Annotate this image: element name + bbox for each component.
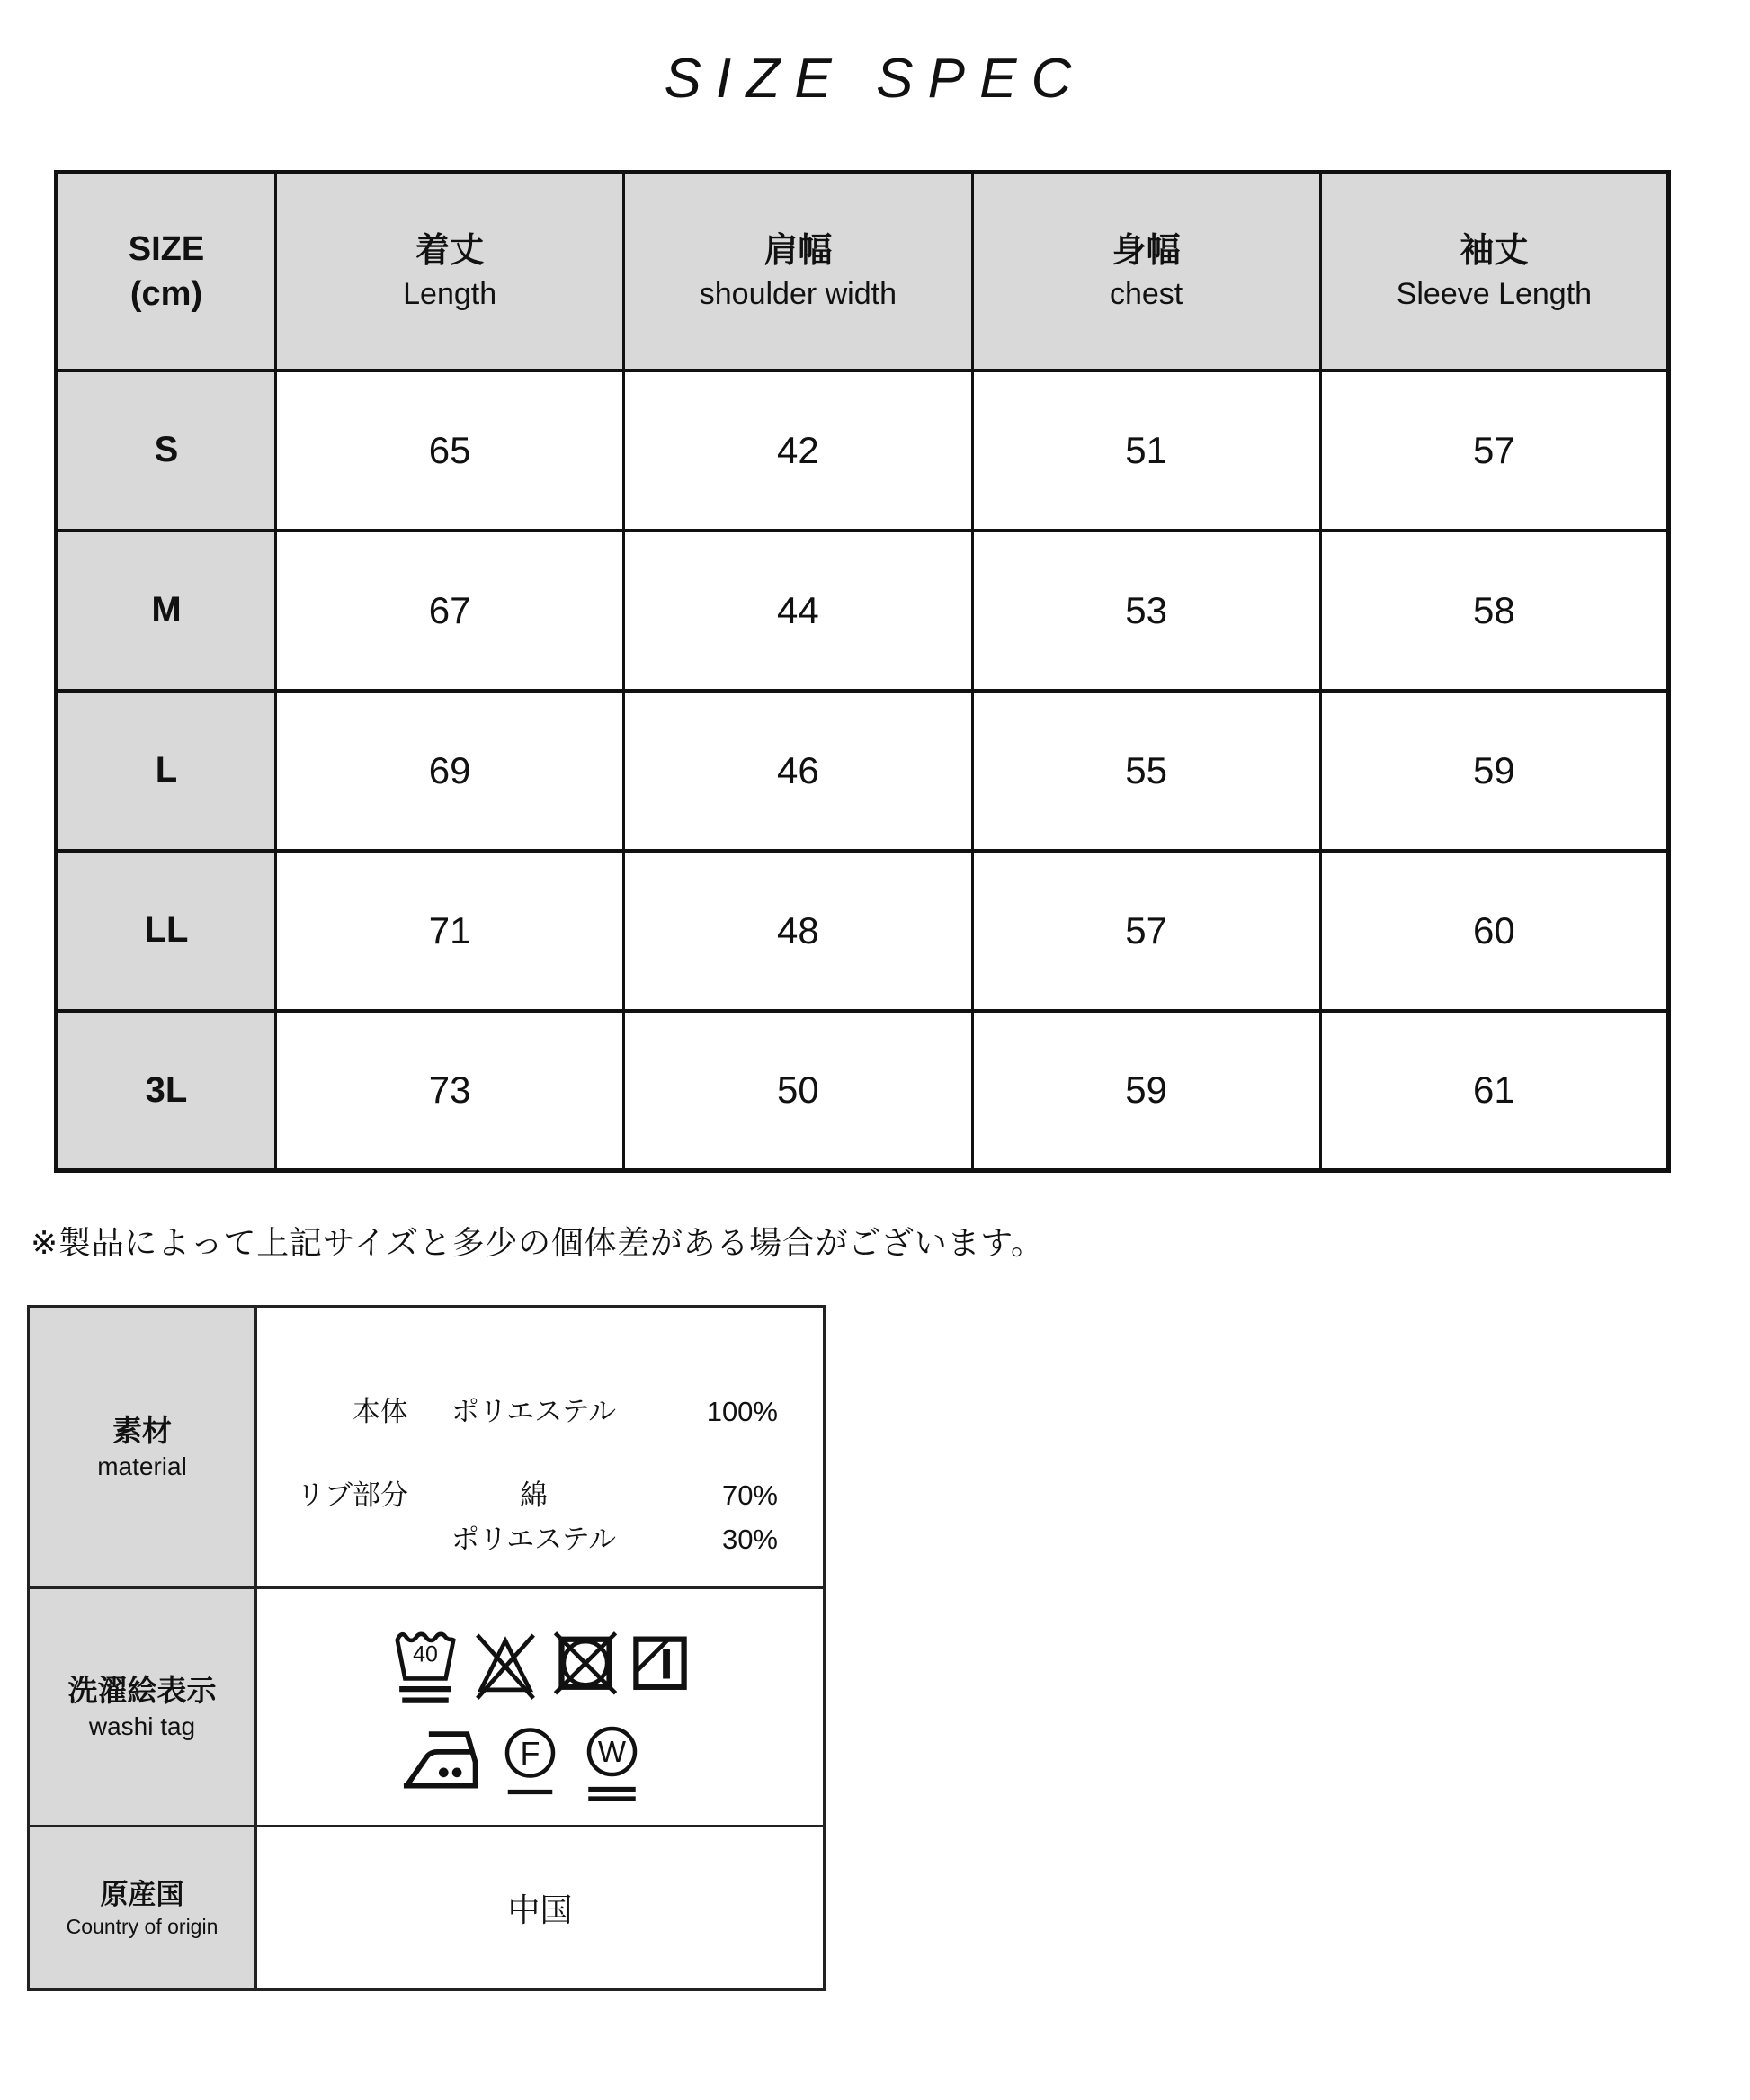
value-cell: 59 <box>972 1011 1320 1171</box>
care-symbols-row <box>29 1588 825 1827</box>
material-label-en: material <box>97 1452 187 1480</box>
size-cell: S <box>57 371 276 531</box>
origin-value: 中国 <box>256 1827 825 1990</box>
material-percent: 100% <box>706 1395 778 1427</box>
header-chest <box>972 173 1320 371</box>
material-part: リブ部分 <box>297 1479 408 1511</box>
svg-text:W: W <box>597 1734 626 1768</box>
size-table-header-row <box>57 173 1669 371</box>
value-cell: 42 <box>624 371 972 531</box>
header-length-en: Length <box>403 276 497 311</box>
value-cell: 46 <box>624 691 972 851</box>
header-chest-ja: 身幅 <box>1112 231 1181 270</box>
header-sleeve <box>1320 173 1668 371</box>
table-row-s <box>57 371 1669 531</box>
material-line <box>257 1517 778 1561</box>
origin-label-en: Country of origin <box>66 1914 219 1938</box>
header-sleeve-ja: 袖丈 <box>1460 231 1529 270</box>
page-title: SIZE SPEC <box>664 48 1086 110</box>
table-row-ll <box>57 851 1669 1011</box>
table-row-3l <box>57 1011 1669 1171</box>
material-part <box>257 1517 408 1561</box>
material-label <box>29 1307 256 1588</box>
value-cell: 60 <box>1320 851 1668 1011</box>
size-disclaimer-note: ※製品によって上記サイズと多少の個体差がある場合がございます。 <box>31 1224 1044 1261</box>
value-cell: 48 <box>624 851 972 1011</box>
material-fiber: ポリエステル <box>451 1523 617 1555</box>
wash-40-very-gentle-icon <box>390 1625 460 1712</box>
size-cell: L <box>57 691 276 851</box>
care-label <box>29 1588 256 1827</box>
size-spec-table <box>54 170 1671 1173</box>
header-chest-en: chest <box>1109 276 1183 311</box>
table-row-m <box>57 531 1669 691</box>
header-shoulder-ja: 肩幅 <box>763 231 833 270</box>
value-cell: 73 <box>276 1011 624 1171</box>
care-label-ja: 洗濯絵表示 <box>67 1674 217 1707</box>
value-cell: 44 <box>624 531 972 691</box>
do-not-tumble-dry-icon <box>550 1625 621 1712</box>
origin-row <box>29 1827 825 1990</box>
value-cell: 50 <box>624 1011 972 1171</box>
value-cell: 59 <box>1320 691 1668 851</box>
material-percent: 70% <box>721 1479 778 1511</box>
header-length-ja: 着丈 <box>415 231 485 270</box>
size-cell: LL <box>57 851 276 1011</box>
material-content <box>256 1307 825 1588</box>
material-line <box>257 1473 778 1517</box>
material-line <box>257 1390 778 1434</box>
svg-text:F: F <box>520 1734 540 1772</box>
value-cell: 67 <box>276 531 624 691</box>
origin-label <box>29 1827 256 1990</box>
header-size-unit: (cm) <box>129 274 203 313</box>
size-cell: 3L <box>57 1011 276 1171</box>
professional-wet-clean-W-icon <box>578 1721 646 1806</box>
header-length <box>276 173 624 371</box>
value-cell: 58 <box>1320 531 1668 691</box>
care-label-en: washi tag <box>88 1712 196 1740</box>
value-cell: 65 <box>276 371 624 531</box>
line-dry-in-shade-icon <box>630 1625 690 1712</box>
header-shoulder-en: shoulder width <box>699 276 897 311</box>
value-cell: 57 <box>1320 371 1668 531</box>
product-info-table <box>27 1305 826 1991</box>
header-size <box>57 173 276 371</box>
value-cell: 51 <box>972 371 1320 531</box>
value-cell: 55 <box>972 691 1320 851</box>
value-cell: 69 <box>276 691 624 851</box>
material-row <box>29 1307 825 1588</box>
header-sleeve-en: Sleeve Length <box>1396 276 1593 311</box>
value-cell: 57 <box>972 851 1320 1011</box>
svg-text:40: 40 <box>413 1641 438 1667</box>
material-label-ja: 素材 <box>112 1414 172 1447</box>
header-size-ja: SIZE <box>128 229 205 268</box>
material-fiber: ポリエステル <box>451 1395 617 1427</box>
professional-dry-clean-F-icon <box>496 1721 564 1806</box>
table-row-l <box>57 691 1669 851</box>
origin-label-ja: 原産国 <box>100 1878 184 1910</box>
material-part: 本体 <box>353 1395 408 1427</box>
material-percent: 30% <box>721 1523 778 1555</box>
care-content <box>256 1588 825 1827</box>
size-cell: M <box>57 531 276 691</box>
value-cell: 61 <box>1320 1011 1668 1171</box>
value-cell: 71 <box>276 851 624 1011</box>
do-not-bleach-icon <box>470 1625 540 1712</box>
iron-medium-two-dots-icon <box>399 1722 482 1805</box>
value-cell: 53 <box>972 531 1320 691</box>
header-shoulder <box>624 173 972 371</box>
material-fiber: 綿 <box>520 1479 548 1511</box>
